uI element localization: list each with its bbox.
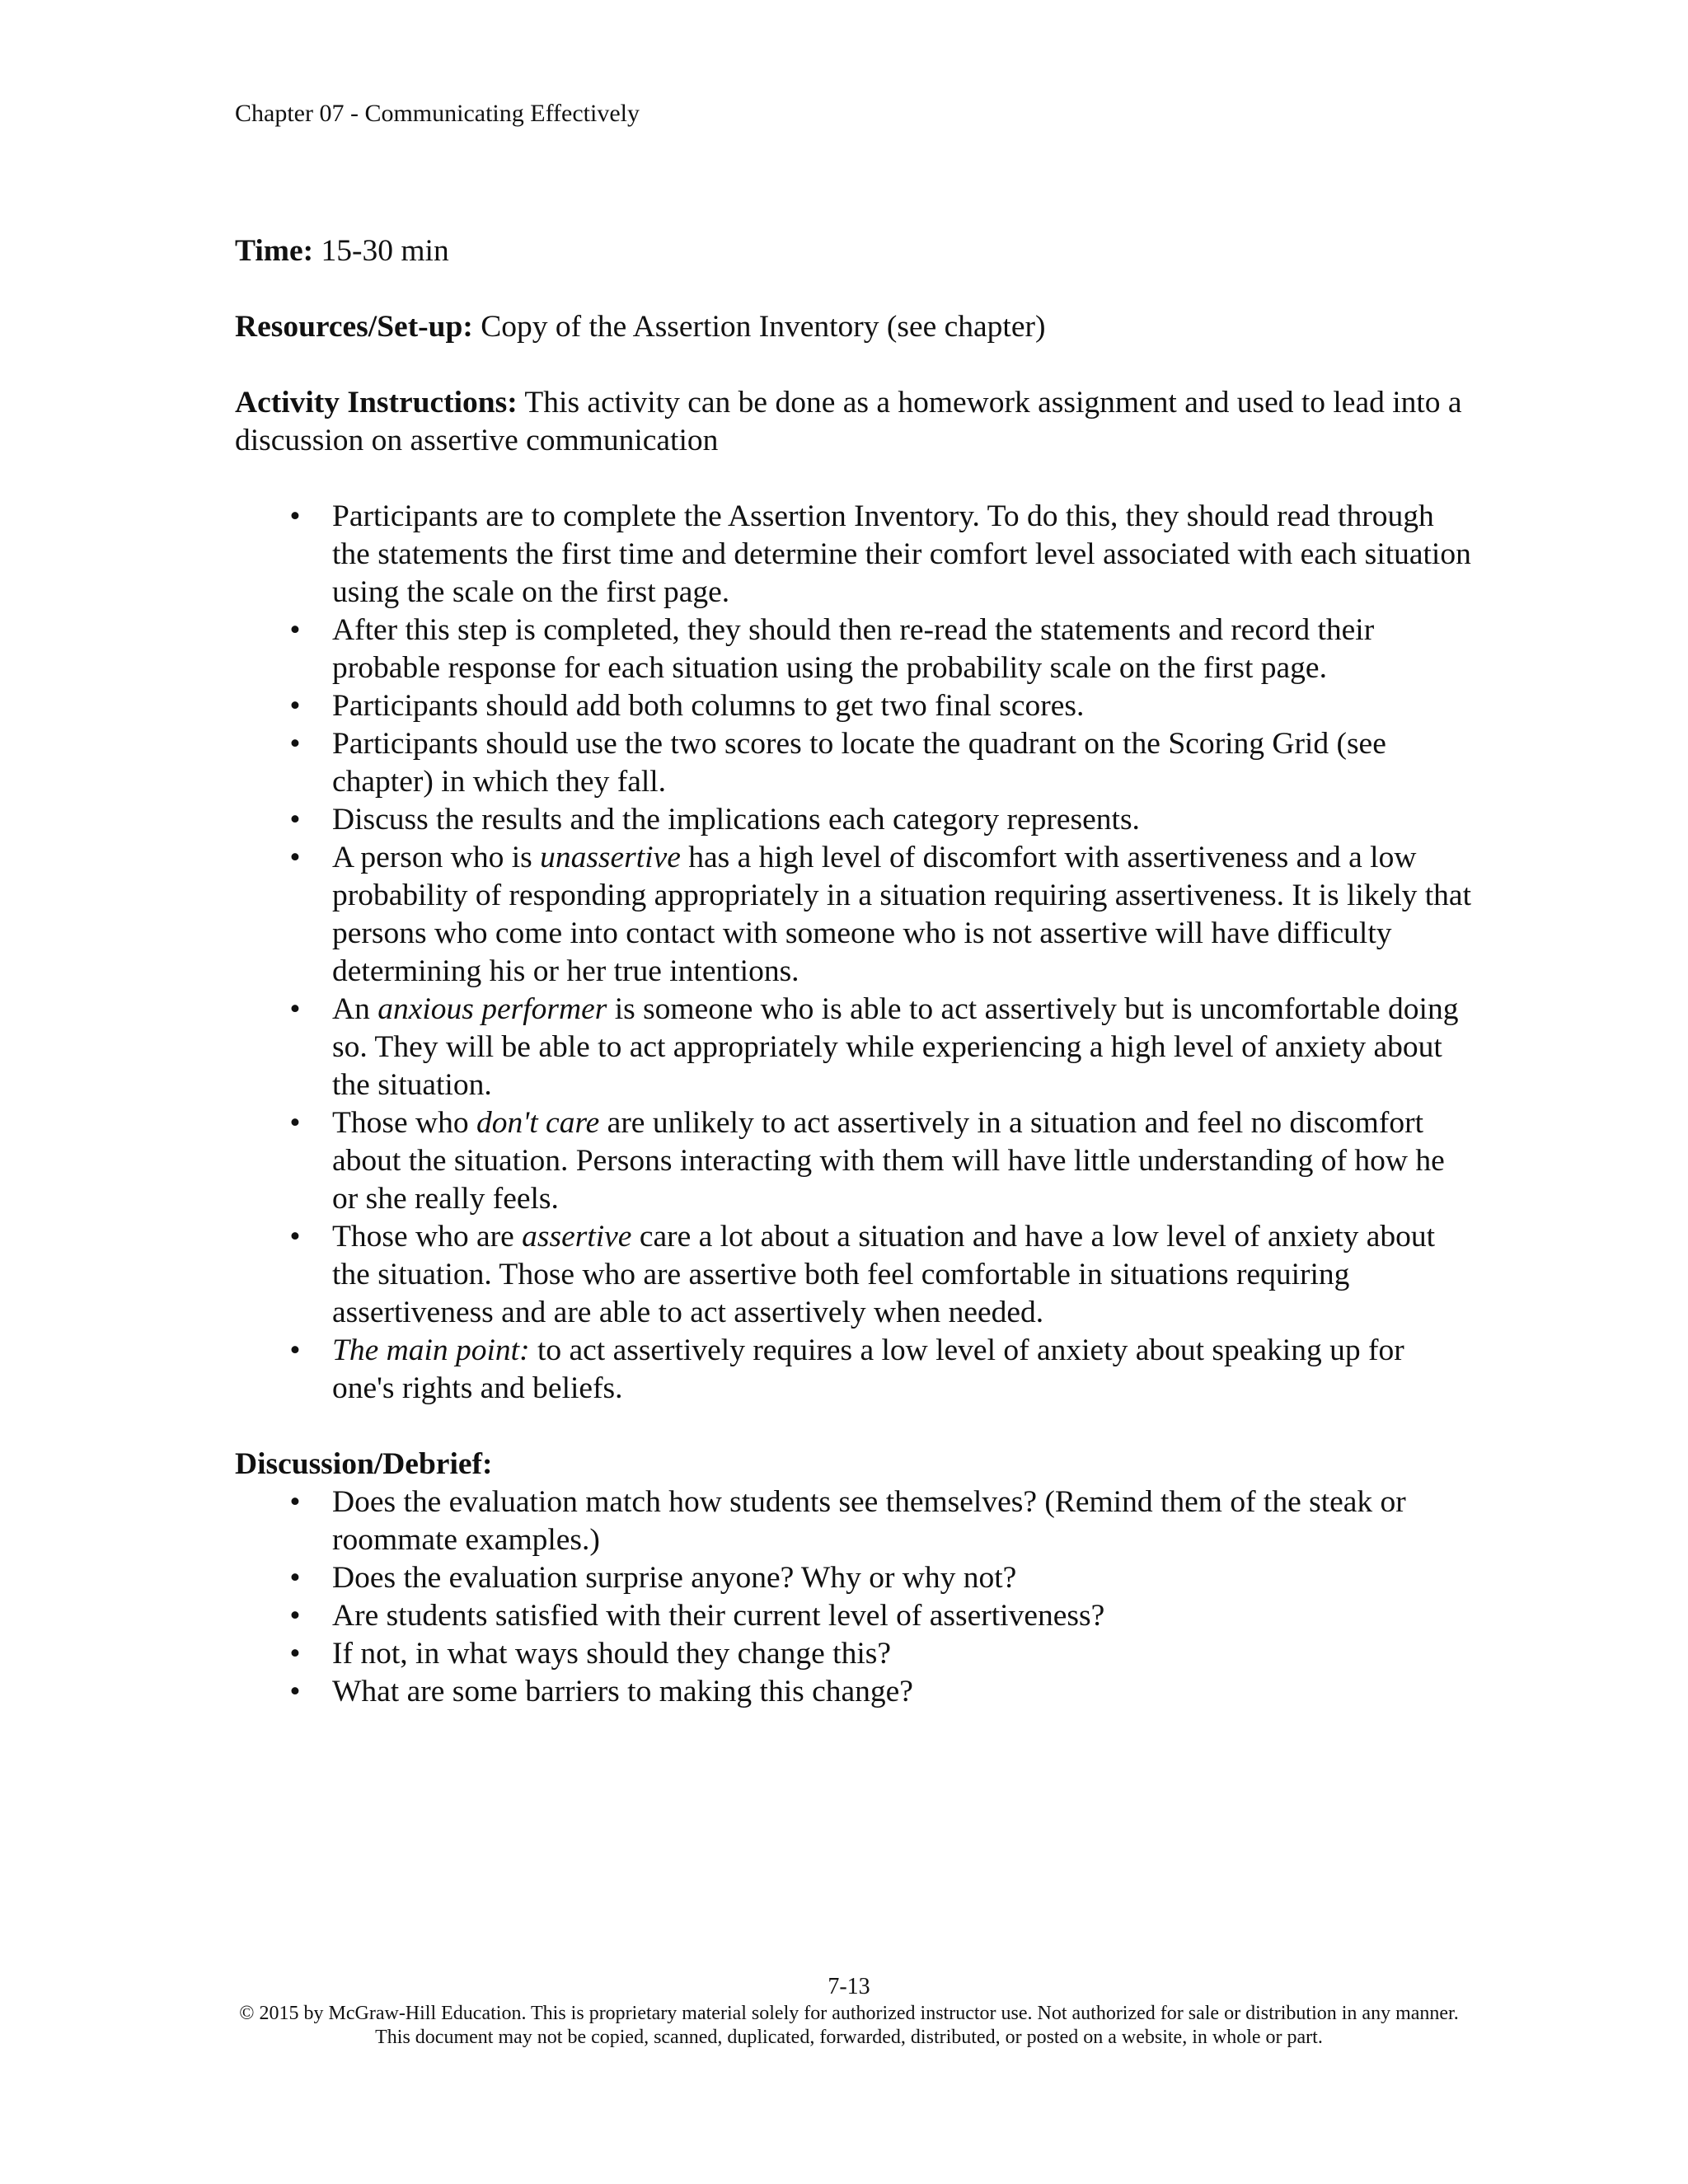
resources-label: Resources/Set-up: bbox=[235, 310, 473, 344]
list-item bbox=[235, 1218, 1471, 1332]
list-item bbox=[235, 1635, 1471, 1673]
list-item-text: Are students satisfied with their current level of assertiveness? bbox=[332, 1599, 1105, 1633]
bullet-icon: • bbox=[289, 1485, 301, 1519]
list-item-text: Discuss the results and the implications each category represents. bbox=[332, 803, 1140, 837]
list-item bbox=[235, 1104, 1471, 1218]
list-item-text: care a lot about a situation and have a low level of anxiety about the situation. Those who are assertive both feel comfortable in situations requiring assertiveness and are able to act assertively when needed. bbox=[332, 1220, 1436, 1329]
list-item bbox=[235, 839, 1471, 991]
list-item-text: Does the evaluation surprise anyone? Why or why not? bbox=[332, 1561, 1017, 1595]
resources-value: Copy of the Assertion Inventory (see chapter) bbox=[472, 310, 1046, 344]
activity-value: This activity can be done as a homework assignment and used to lead into a discussion on assertive communication bbox=[235, 386, 1462, 457]
list-item bbox=[235, 498, 1471, 612]
bullet-icon: • bbox=[289, 1637, 301, 1671]
activity-bullet-list bbox=[235, 498, 1471, 1408]
list-item bbox=[235, 612, 1471, 687]
list-item bbox=[235, 991, 1471, 1104]
bullet-icon: • bbox=[289, 1561, 301, 1595]
bullet-icon: • bbox=[289, 1675, 301, 1708]
bullet-icon: • bbox=[289, 1106, 301, 1140]
list-item-text: An bbox=[332, 992, 378, 1026]
activity-label: Activity Instructions: bbox=[235, 386, 518, 419]
resources-line bbox=[235, 308, 1471, 346]
list-item bbox=[235, 1673, 1471, 1711]
time-line bbox=[235, 232, 1471, 270]
time-label: Time: bbox=[235, 234, 314, 268]
list-item-text: Participants are to complete the Assertion Inventory. To do this, they should read through the statements the first time and determine their comfort level associated with each situation using the scale on the first page. bbox=[332, 499, 1471, 609]
emphasis-term: anxious performer bbox=[377, 992, 607, 1026]
bullet-icon: • bbox=[289, 992, 301, 1026]
list-item bbox=[235, 801, 1471, 839]
list-item-text: Those who are bbox=[332, 1220, 523, 1254]
bullet-icon: • bbox=[289, 689, 301, 723]
discussion-bullet-list bbox=[235, 1483, 1471, 1711]
list-item bbox=[235, 1483, 1471, 1559]
bullet-icon: • bbox=[289, 1333, 301, 1367]
list-item-text: to act assertively requires a low level of anxiety about speaking up for one's rights and beliefs. bbox=[332, 1333, 1404, 1405]
bullet-icon: • bbox=[289, 841, 301, 874]
bullet-icon: • bbox=[289, 727, 301, 761]
bullet-icon: • bbox=[289, 613, 301, 647]
time-value: 15-30 min bbox=[313, 234, 449, 268]
list-item bbox=[235, 1597, 1471, 1635]
emphasis-term: don't care bbox=[476, 1106, 600, 1140]
list-item-text: What are some barriers to making this change? bbox=[332, 1675, 913, 1708]
list-item bbox=[235, 687, 1471, 725]
copyright-notice: © 2015 by McGraw-Hill Education. This is proprietary material solely for authorized instructor use. Not authorized for sale or distribution in any manner. This document may not be copied, scanned, duplicated, forwarded, distributed, or posted on a website, in whole or part. bbox=[239, 2003, 1459, 2048]
list-item-text: Those who bbox=[332, 1106, 476, 1140]
list-item-text: A person who is bbox=[332, 841, 541, 874]
bullet-icon: • bbox=[289, 1599, 301, 1633]
bullet-icon: • bbox=[289, 803, 301, 837]
list-item-text: After this step is completed, they should then re-read the statements and record their probable response for each situation using the probability scale on the first page. bbox=[332, 613, 1375, 685]
emphasis-term: The main point: bbox=[332, 1333, 530, 1367]
discussion-heading: Discussion/Debrief: bbox=[235, 1447, 493, 1481]
activity-instructions bbox=[235, 384, 1471, 460]
list-item-text: Participants should use the two scores to locate the quadrant on the Scoring Grid (see chapter) in which they fall. bbox=[332, 727, 1386, 799]
bullet-icon: • bbox=[289, 1220, 301, 1254]
list-item-text: is someone who is able to act assertively but is uncomfortable doing so. They will be able to act appropriately while experiencing a high level of anxiety about the situation. bbox=[332, 992, 1459, 1102]
page-content bbox=[235, 232, 1471, 1711]
list-item bbox=[235, 725, 1471, 801]
list-item-text: Does the evaluation match how students see themselves? (Remind them of the steak or roommate examples.) bbox=[332, 1485, 1406, 1557]
running-header: Chapter 07 - Communicating Effectively bbox=[235, 100, 640, 127]
list-item-text: has a high level of discomfort with assertiveness and a low probability of responding appropriately in a situation requiring assertiveness. It is likely that persons who come into contact with someone who is not assertive will have difficulty determining his or her true intentions. bbox=[332, 841, 1471, 988]
page-footer bbox=[235, 1972, 1463, 2050]
list-item-text: are unlikely to act assertively in a situation and feel no discomfort about the situation. Persons interacting with them will have little understanding of how he or she really feels. bbox=[332, 1106, 1445, 1216]
list-item-text: If not, in what ways should they change this? bbox=[332, 1637, 891, 1671]
list-item bbox=[235, 1332, 1471, 1408]
bullet-icon: • bbox=[289, 499, 301, 533]
list-item-text: Participants should add both columns to get two final scores. bbox=[332, 689, 1085, 723]
page-number: 7-13 bbox=[828, 1974, 870, 1999]
emphasis-term: assertive bbox=[522, 1220, 632, 1254]
emphasis-term: unassertive bbox=[540, 841, 681, 874]
list-item bbox=[235, 1559, 1471, 1597]
